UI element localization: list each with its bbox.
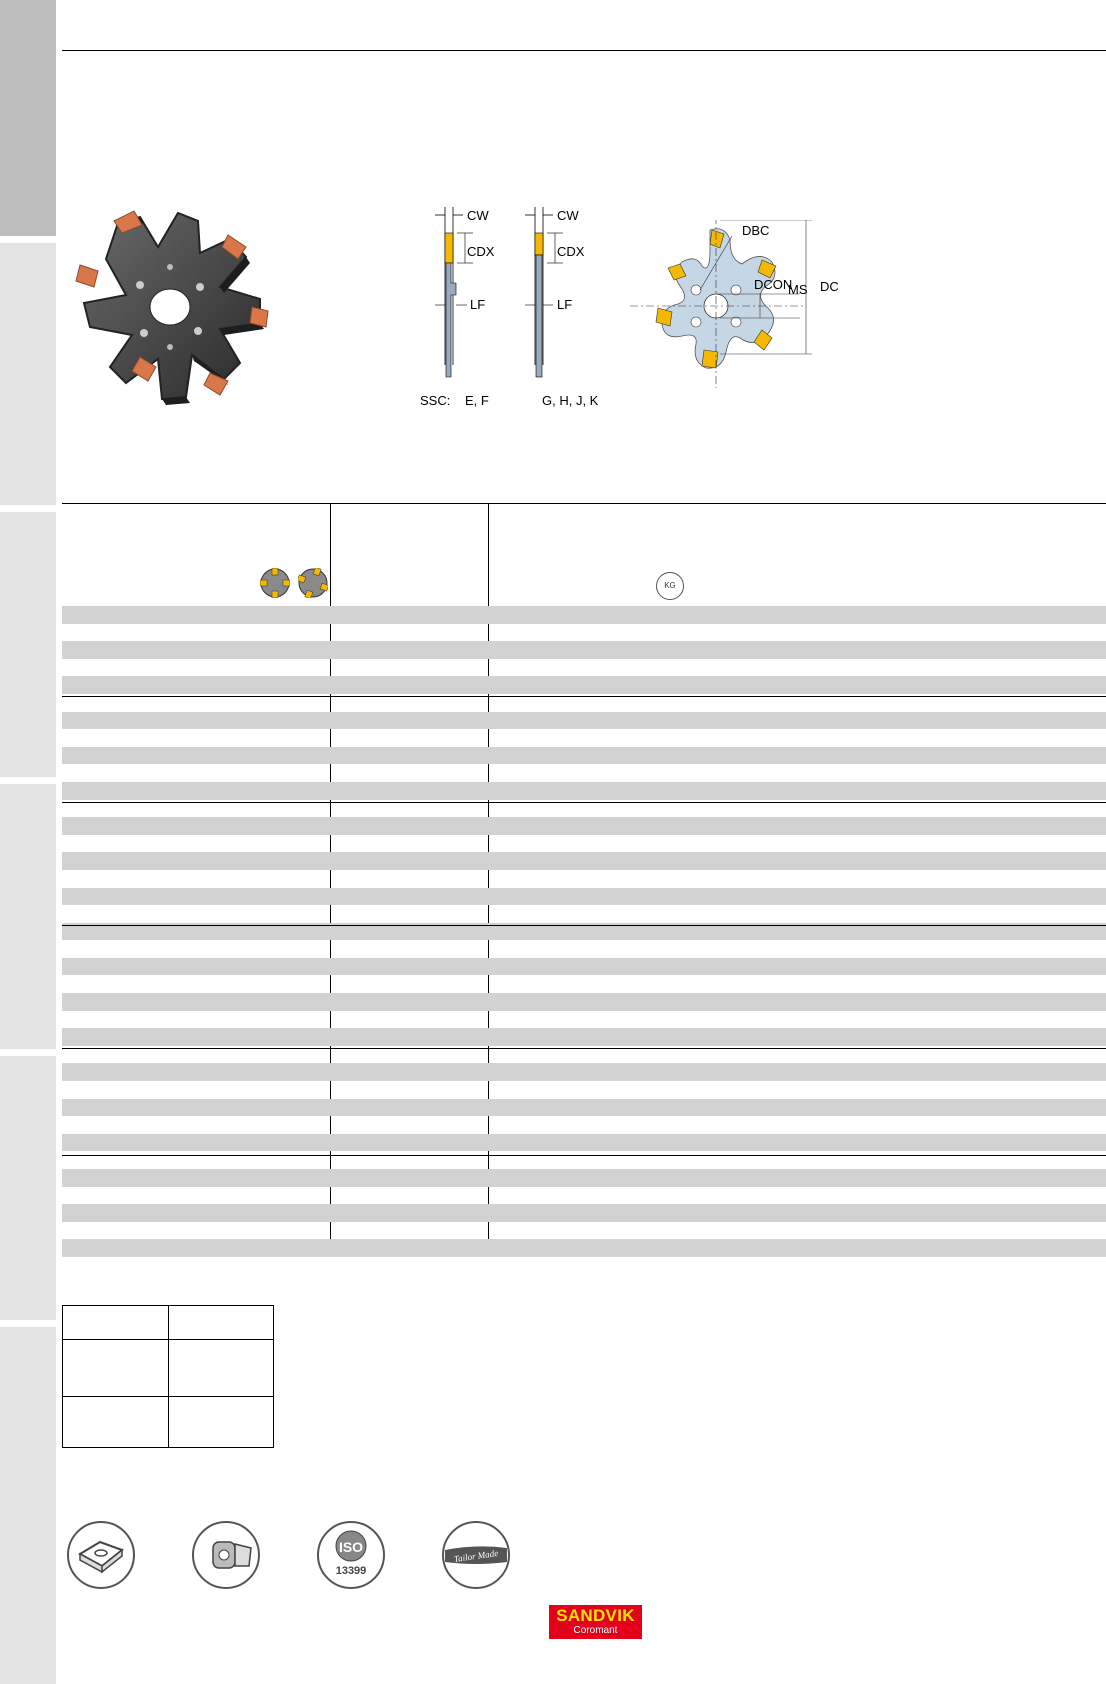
table-row [62, 659, 1106, 677]
lf-label-ghjk: LF [557, 297, 573, 312]
section-ghjk [525, 207, 585, 377]
cutter-top-view-diagram [630, 220, 890, 390]
group-rule [62, 696, 1106, 697]
lf-label-ef: LF [470, 297, 486, 312]
side-tab-6[interactable] [0, 1327, 56, 1684]
cw-label-ghjk: CW [557, 208, 579, 223]
table-row [62, 1169, 1106, 1187]
table-body [62, 606, 1106, 1257]
table-row [62, 1099, 1106, 1117]
table-row [62, 782, 1106, 800]
cw-label-ef: CW [467, 208, 489, 223]
side-tab-4[interactable] [0, 784, 56, 1049]
tool-holder-icon[interactable] [191, 1520, 261, 1590]
cutter-product-image [70, 195, 280, 425]
table-row [62, 905, 1106, 923]
table-row [62, 1134, 1106, 1152]
table-row [62, 852, 1106, 870]
table-row [62, 940, 1106, 958]
iso-icon-text: ISO [338, 1539, 364, 1555]
small-table-divider [168, 1306, 169, 1447]
side-navigation-strip [0, 0, 56, 1684]
table-row [62, 1222, 1106, 1240]
table-row [62, 1011, 1106, 1029]
ms-label: MS [788, 282, 808, 297]
dcon-label: DCON [754, 277, 793, 292]
brand-name: SANDVIK [556, 1606, 635, 1625]
header-rule [62, 50, 1106, 51]
table-row [62, 729, 1106, 747]
table-row [62, 624, 1106, 642]
iso-icon-number: 13399 [335, 1565, 367, 1577]
table-row [62, 958, 1106, 976]
table-row [62, 870, 1106, 888]
table-row [62, 747, 1106, 765]
table-row [62, 764, 1106, 782]
table-row [62, 993, 1106, 1011]
tailor-made-text: Tailor Made [453, 1547, 499, 1565]
ssc-types-ef: E, F [465, 393, 489, 408]
small-table-rule [63, 1339, 273, 1340]
table-row [62, 1204, 1106, 1222]
table-row [62, 888, 1106, 906]
tailor-made-icon[interactable] [441, 1520, 511, 1590]
sandvik-coromant-logo [549, 1605, 642, 1639]
ssc-prefix: SSC: [420, 393, 451, 408]
insert-four-edge-icon [260, 568, 290, 598]
table-row [62, 712, 1106, 730]
small-table-rule [63, 1396, 273, 1397]
brand-subname: Coromant [573, 1625, 618, 1636]
table-row [62, 817, 1106, 835]
group-rule [62, 802, 1106, 803]
table-row [62, 1239, 1106, 1257]
table-row [62, 1187, 1106, 1205]
table-row [62, 676, 1106, 694]
side-tab-5[interactable] [0, 1056, 56, 1320]
side-tab-3[interactable] [0, 512, 56, 777]
ssc-types-ghjk: G, H, J, K [542, 393, 599, 408]
table-row [62, 975, 1106, 993]
insert-staggered-icon [298, 568, 328, 598]
dbc-label: DBC [742, 223, 770, 238]
group-rule [62, 925, 1106, 926]
table-row [62, 606, 1106, 624]
table-row [62, 1116, 1106, 1134]
insert-icon[interactable] [66, 1520, 136, 1590]
small-spec-table [62, 1305, 274, 1448]
cdx-label-ef: CDX [467, 244, 495, 259]
section-ef [435, 207, 495, 377]
side-tab-1[interactable] [0, 0, 56, 236]
table-row [62, 1028, 1106, 1046]
table-row [62, 641, 1106, 659]
cdx-label-ghjk: CDX [557, 244, 585, 259]
table-row [62, 1063, 1106, 1081]
side-tab-2[interactable] [0, 243, 56, 505]
dc-label: DC [820, 279, 839, 294]
product-data-table [62, 503, 1106, 1253]
table-top-rule [62, 503, 1106, 504]
group-rule [62, 1048, 1106, 1049]
table-row [62, 835, 1106, 853]
table-row [62, 1081, 1106, 1099]
iso-standard-icon[interactable] [316, 1520, 386, 1590]
weight-kg-icon: KG [656, 572, 684, 600]
group-rule [62, 1155, 1106, 1156]
cross-section-diagrams [415, 205, 645, 415]
